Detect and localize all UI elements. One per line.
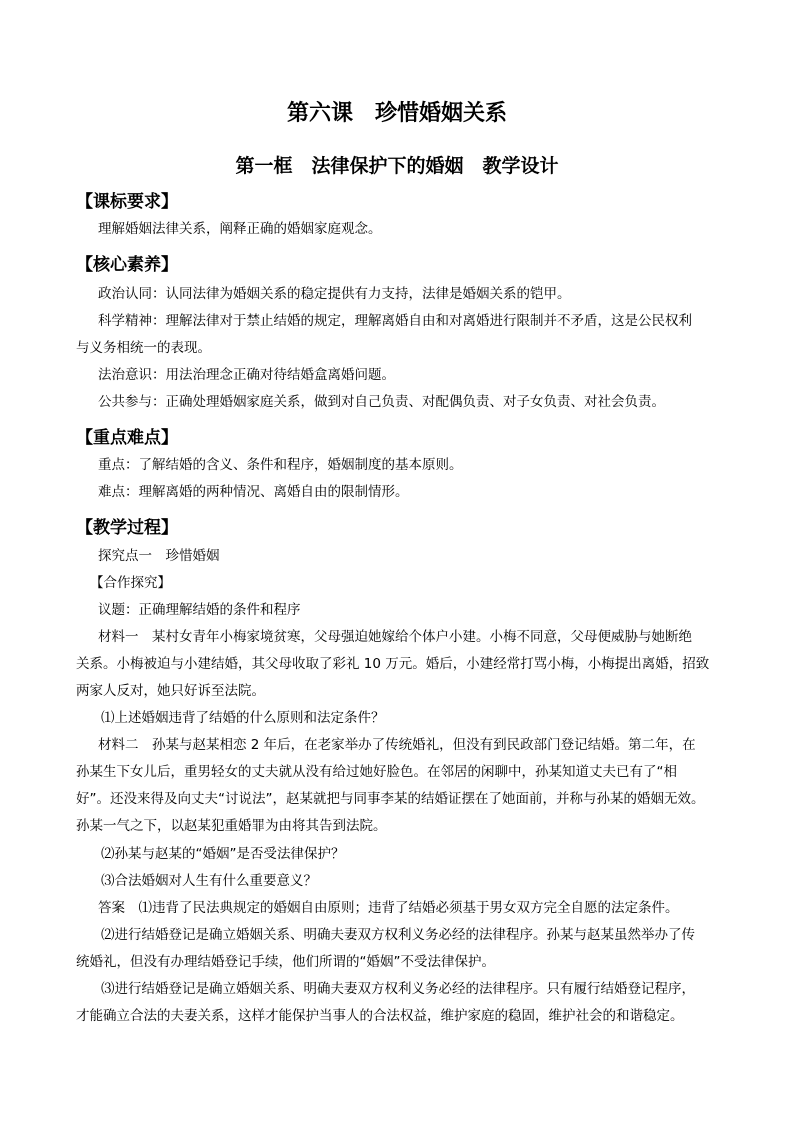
paragraph-line: 【合作探究】 — [90, 575, 171, 591]
paragraph-line: 探究点一 珍惜婚姻 — [98, 548, 220, 564]
paragraph-line: ⑶进行结婚登记是确立婚姻关系、明确夫妻双方权利义务必经的法律程序。只有履行结婚登记程序， — [101, 981, 695, 997]
paragraph-line: 与义务相统一的表现。 — [76, 340, 211, 356]
paragraph-line: 议题：正确理解结婚的条件和程序 — [98, 602, 301, 618]
paragraph-line: 好”。还没来得及向丈夫“讨说法”，赵某就把与同事李某的结婚证摆在了她面前，并称与孙某的婚姻无效。 — [76, 791, 705, 807]
paragraph-line: 材料二 孙某与赵某相恋 2 年后，在老家举办了传统婚礼，但没有到民政部门登记结婚。第二年，在 — [98, 737, 696, 753]
paragraph-line: 关系。小梅被迫与小建结婚，其父母收取了彩礼 10 万元。婚后，小建经常打骂小梅，小梅提出离婚，招致 — [76, 656, 710, 672]
heading-zhongdian: 【重点难点】 — [76, 428, 178, 448]
paragraph-line: 难点：理解离婚的两种情况、离婚自由的限制情形。 — [98, 484, 409, 500]
heading-hexin: 【核心素养】 — [76, 255, 178, 275]
paragraph-line: 才能确立合法的夫妻关系，这样才能保护当事人的合法权益，维护家庭的稳固，维护社会的和谐稳定。 — [76, 1008, 684, 1024]
paragraph-line: ⑶合法婚姻对人生有什么重要意义？ — [101, 873, 317, 889]
lesson-title: 第六课 珍惜婚姻关系 — [286, 100, 507, 126]
section-subtitle: 第一框 法律保护下的婚姻 教学设计 — [235, 155, 559, 177]
paragraph-line: ⑵进行结婚登记是确立婚姻关系、明确夫妻双方权利义务必经的法律程序。孙某与赵某虽然举办了传 — [101, 927, 695, 943]
paragraph-line: 理解婚姻法律关系，阐释正确的婚姻家庭观念。 — [98, 221, 382, 237]
paragraph-line: 政治认同：认同法律为婚姻关系的稳定提供有力支持，法律是婚姻关系的铠甲。 — [98, 286, 571, 302]
paragraph-line: 科学精神：理解法律对于禁止结婚的规定，理解离婚自由和对离婚进行限制并不矛盾，这是公民权利 — [98, 313, 692, 329]
heading-kebiao: 【课标要求】 — [76, 192, 178, 212]
paragraph-line: ⑴上述婚姻违背了结婚的什么原则和法定条件？ — [101, 710, 385, 726]
paragraph-line: 答案 ⑴违背了民法典规定的婚姻自由原则；违背了结婚必须基于男女双方完全自愿的法定条件。 — [98, 900, 679, 916]
paragraph-line: 孙某一气之下，以赵某犯重婚罪为由将其告到法院。 — [76, 818, 387, 834]
heading-jiaoxue: 【教学过程】 — [76, 518, 178, 538]
paragraph-line: 统婚礼，但没有办理结婚登记手续，他们所谓的“婚姻”不受法律保护。 — [76, 954, 495, 970]
paragraph-line: 重点：了解结婚的含义、条件和程序，婚姻制度的基本原则。 — [98, 457, 463, 473]
paragraph-line: 公共参与：正确处理婚姻家庭关系，做到对自己负责、对配偶负责、对子女负责、对社会负责。 — [98, 394, 665, 410]
paragraph-line: 孙某生下女儿后，重男轻女的丈夫就从没有给过她好脸色。在邻居的闲聊中，孙某知道丈夫已有了“相 — [76, 764, 677, 780]
paragraph-line: 材料一 某村女青年小梅家境贫寒，父母强迫她嫁给个体户小建。小梅不同意，父母便威胁与她断绝 — [98, 629, 692, 645]
paragraph-line: ⑵孙某与赵某的“婚姻”是否受法律保护？ — [101, 846, 345, 862]
paragraph-line: 两家人反对，她只好诉至法院。 — [76, 683, 265, 699]
paragraph-line: 法治意识：用法治理念正确对待结婚盒离婚问题。 — [98, 367, 395, 383]
